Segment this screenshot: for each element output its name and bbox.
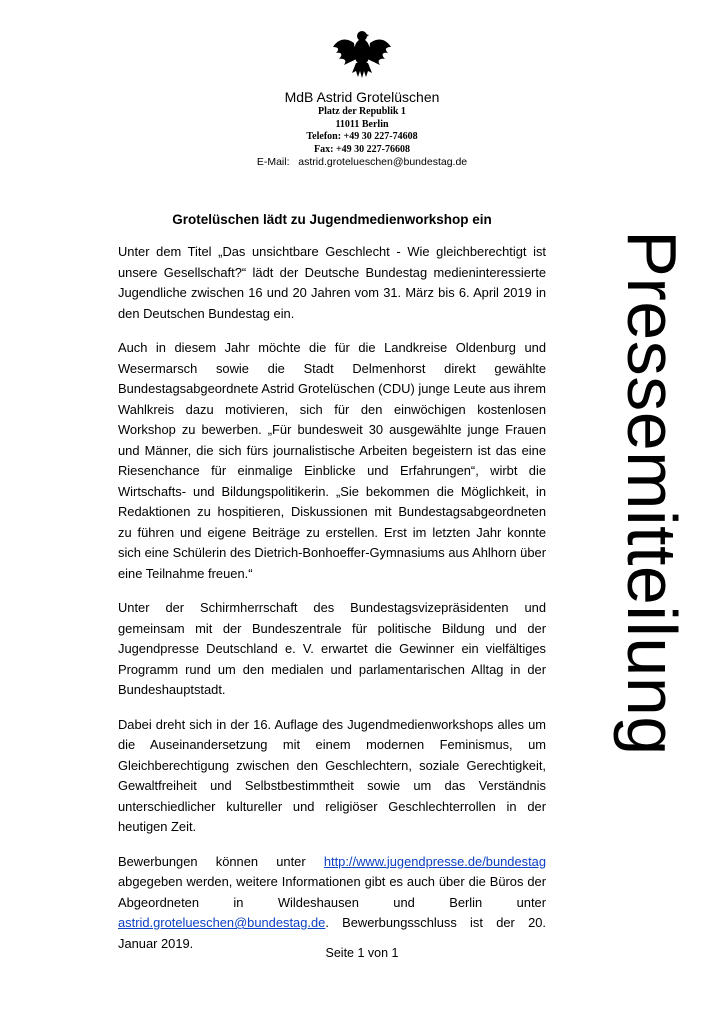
paragraph-5-text-3: . Bewerbungsschluss ist der 20. Januar 2019. bbox=[118, 915, 546, 951]
paragraph-5-text-2: abgegeben werden, weitere Informationen gibt es auch über die Büros der Abgeordneten in Wildeshausen und Berlin unter bbox=[118, 874, 546, 910]
address-line-1: Platz der Republik 1 bbox=[318, 106, 406, 117]
email-link[interactable]: astrid.grotelueschen@bundestag.de bbox=[118, 915, 326, 930]
fax-line: Fax: +49 30 227-76608 bbox=[314, 143, 410, 155]
phone-line: Telefon: +49 30 227-74608 bbox=[306, 131, 418, 143]
paragraph-5-text-1: Bewerbungen können unter bbox=[118, 853, 306, 869]
member-name: MdB Astrid Grotelüschen bbox=[284, 89, 440, 105]
letterhead bbox=[200, 88, 524, 169]
page-number: Seite 1 von 1 bbox=[325, 946, 399, 960]
press-release-vertical-title: Pressemitteilung bbox=[613, 230, 691, 756]
address-line-2: 11011 Berlin bbox=[335, 118, 389, 130]
paragraph-5 bbox=[118, 852, 546, 955]
paragraph-2: Auch in diesem Jahr möchte die für die Landkreise Oldenburg und Wesermarsch sowie die Stadt Delmenhorst direkt gewählte Bundestagsabgeordnete Astrid Grotelüschen (CDU) junge Leute aus ihrem Wahlkreis dazu motivieren, sich für den einwöchigen kostenlosen Workshop zu bewerben. „Für bundesweit 30 ausgewählte junge Frauen und Männer, die sich fürs journalistische Arbeiten begeistern ist das eine Riesenchance für einmalige Einblicke und Erfahrungen“, wirbt die Wirtschafts- und Bildungspolitikerin. „Sie bekommen die Möglichkeit, in Redaktionen zu hospitieren, Diskussionen mit Bundestagsabgeordneten zu führen und eigene Beiträge zu erstellen. Erst im letzten Jahr konnte sich eine Schülerin des Dietrich-Bonhoeffer-Gymnasiums aus Ahlhorn über eine Teilnahme freuen.“ bbox=[118, 340, 546, 581]
paragraph-1: Unter dem Titel „Das unsichtbare Geschlecht - Wie gleichberechtigt ist unsere Gesellschaft?“ lädt der Deutsche Bundestag medieninteressierte Jugendliche zwischen 16 und 20 Jahren vom 31. März bis 6. April 2019 in den Deutschen Bundestag ein. bbox=[118, 244, 546, 321]
email-address: astrid.grotelueschen@bundestag.de bbox=[298, 156, 468, 169]
paragraph-3: Unter der Schirmherrschaft des Bundestagsvizepräsidenten und gemeinsam mit der Bundeszentrale für politische Bildung und der Jugendpresse Deutschland e. V. erwartet die Gewinner ein vielfältiges Programm rund um den medialen und parlamentarischen Alltag in der Bundeshauptstadt. bbox=[118, 600, 546, 697]
press-release-body bbox=[118, 210, 546, 968]
headline: Grotelüschen lädt zu Jugendmedienworkshop ein bbox=[172, 212, 492, 227]
paragraph-4: Dabei dreht sich in der 16. Auflage des Jugendmedienworkshops alles um die Auseinandersetzung mit einem modernen Feminismus, um Gleichberechtigung zwischen den Geschlechtern, soziale Gerechtigkeit, Gewaltfreiheit und Selbstbestimmtheit sowie um das Verständnis unterschiedlicher kultureller und religiöser Geschlechterrollen in der heutigen Zeit. bbox=[118, 716, 546, 834]
jugendpresse-link[interactable]: http://www.jugendpresse.de/bundestag bbox=[323, 853, 546, 869]
email-line bbox=[200, 156, 524, 169]
email-label: E-Mail: bbox=[256, 156, 290, 169]
federal-eagle-logo bbox=[332, 27, 392, 79]
